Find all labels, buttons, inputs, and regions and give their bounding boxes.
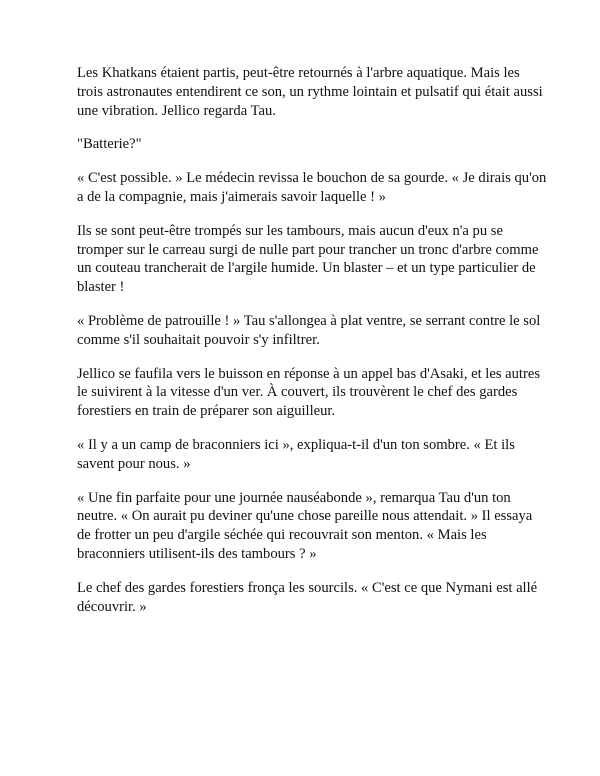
document-page [77,64,547,631]
paragraph-2: "Batterie?" [77,136,142,153]
paragraph-8: « Une fin parfaite pour une journée nauséabonde », remarqua Tau d'un ton neutre. « On aurait pu deviner qu'une chose pareille nous attendait. » Il essaya de frotter un peu d'argile séchée qui recouvrait son menton. « Mais les braconniers utilisent-ils des tambours ? » [77,489,533,562]
paragraph-4: Ils se sont peut-être trompés sur les tambours, mais aucun d'eux n'a pu se tromper sur le carreau surgi de nulle part pour trancher un tronc d'arbre comme un couteau trancherait de l'argile humide. Un blaster – et un type particulier de blaster ! [77,222,539,296]
paragraph-6: Jellico se faufila vers le buisson en réponse à un appel bas d'Asaki, et les autres le suivirent à la vitesse d'un ver. À couvert, ils trouvèrent le chef des gardes forestiers en train de préparer son aiguilleur. [77,365,541,420]
paragraph-7: « Il y a un camp de braconniers ici », expliqua-t-il d'un ton sombre. « Et ils savent pour nous. » [77,436,515,472]
paragraph-5: « Problème de patrouille ! » Tau s'allongea à plat ventre, se serrant contre le sol comme s'il souhaitait pouvoir s'y infiltrer. [77,312,541,348]
paragraph-1: Les Khatkans étaient partis, peut-être retournés à l'arbre aquatique. Mais les trois astronautes entendirent ce son, un rythme lointain et pulsatif qui était aussi une vibration. Jellico regarda Tau. [77,65,543,119]
paragraph-3: « C'est possible. » Le médecin revissa le bouchon de sa gourde. « Je dirais qu'on a de la compagnie, mais j'aimerais savoir laquelle ! » [77,170,547,205]
paragraph-9: Le chef des gardes forestiers fronça les sourcils. « C'est ce que Nymani est allé découvrir. » [77,579,538,615]
